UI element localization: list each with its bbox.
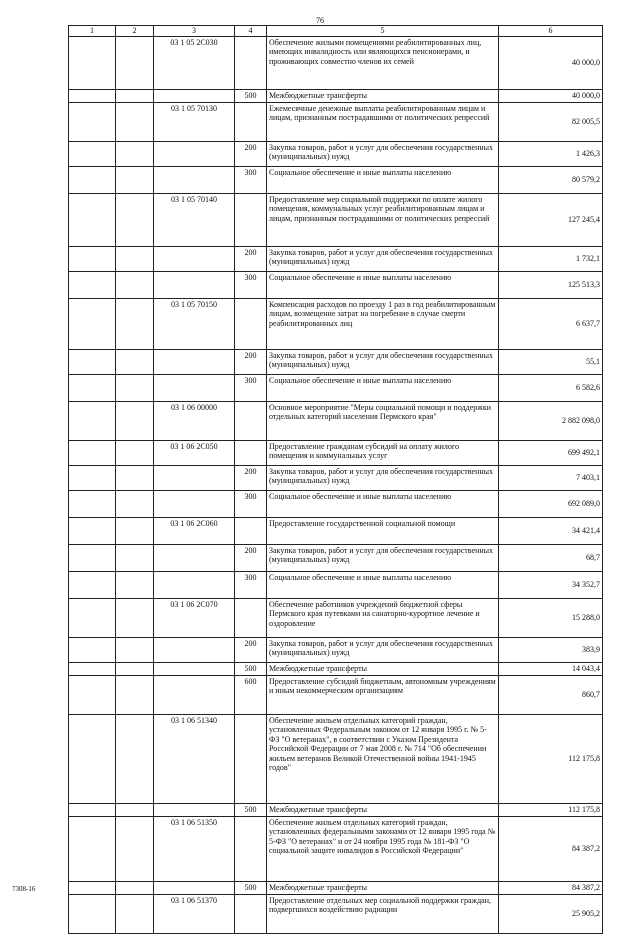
cell-amount: 84 387,2 [499, 881, 603, 894]
cell-code [154, 490, 235, 517]
cell-col2 [116, 89, 154, 102]
cell-amount: 383,9 [499, 637, 603, 662]
cell-amount: 84 387,2 [499, 816, 603, 881]
table-row [69, 816, 603, 881]
cell-col1 [69, 102, 116, 141]
cell-col1 [69, 141, 116, 166]
table-row [69, 465, 603, 490]
cell-code: 03 1 06 00000 [154, 401, 235, 440]
cell-col1 [69, 440, 116, 465]
footer-code: 7308-16 [12, 885, 36, 893]
table-row [69, 881, 603, 894]
table-row [69, 894, 603, 933]
cell-code [154, 662, 235, 675]
table-row [69, 271, 603, 298]
cell-description: Межбюджетные трансферты [267, 662, 499, 675]
table-row [69, 102, 603, 141]
header-row [69, 26, 603, 37]
table-row [69, 349, 603, 374]
cell-amount: 82 005,5 [499, 102, 603, 141]
cell-col2 [116, 166, 154, 193]
cell-code [154, 465, 235, 490]
cell-amount: 40 000,0 [499, 36, 603, 89]
cell-col2 [116, 374, 154, 401]
cell-code: 03 1 05 70130 [154, 102, 235, 141]
cell-expense-type [235, 598, 267, 637]
cell-description: Предоставление отдельных мер социальной поддержки граждан, подвергшихся воздействию радиации [267, 894, 499, 933]
cell-code [154, 571, 235, 598]
cell-code: 03 1 05 2С030 [154, 36, 235, 89]
cell-code [154, 349, 235, 374]
cell-code: 03 1 05 70150 [154, 298, 235, 349]
cell-col1 [69, 193, 116, 246]
cell-amount: 692 089,0 [499, 490, 603, 517]
cell-description: Социальное обеспечение и иные выплаты населению [267, 571, 499, 598]
cell-description: Обеспечение жильем отдельных категорий граждан, установленных Федеральным законом от 12 января 1995 г. № 5-ФЗ "О ветеранах", в соответствии с Указом Президента Российской Федерации от 7 мая 2008 г. № 714 "Об обеспечении жильем ветеранов Великой Отечественной войны 1941-1945 годов" [267, 714, 499, 803]
cell-col2 [116, 544, 154, 571]
cell-description: Межбюджетные трансферты [267, 881, 499, 894]
cell-expense-type: 200 [235, 141, 267, 166]
cell-description: Предоставление субсидий бюджетным, автономным учреждениям и иным некоммерческим организациям [267, 675, 499, 714]
page-number: 76 [316, 16, 324, 25]
cell-amount: 112 175,8 [499, 714, 603, 803]
cell-col1 [69, 894, 116, 933]
cell-amount: 127 245,4 [499, 193, 603, 246]
cell-col1 [69, 662, 116, 675]
cell-col1 [69, 816, 116, 881]
cell-code [154, 675, 235, 714]
cell-description: Закупка товаров, работ и услуг для обеспечения государственных (муниципальных) нужд [267, 349, 499, 374]
table-row [69, 401, 603, 440]
cell-col2 [116, 401, 154, 440]
cell-col1 [69, 166, 116, 193]
cell-description: Закупка товаров, работ и услуг для обеспечения государственных (муниципальных) нужд [267, 637, 499, 662]
cell-col1 [69, 271, 116, 298]
cell-amount: 55,1 [499, 349, 603, 374]
cell-col2 [116, 440, 154, 465]
cell-expense-type [235, 193, 267, 246]
cell-description: Предоставление гражданам субсидий на оплату жилого помещения и коммунальных услуг [267, 440, 499, 465]
cell-col1 [69, 89, 116, 102]
cell-description: Социальное обеспечение и иные выплаты населению [267, 490, 499, 517]
cell-amount: 25 905,2 [499, 894, 603, 933]
cell-expense-type: 300 [235, 166, 267, 193]
table-row [69, 675, 603, 714]
cell-expense-type: 200 [235, 246, 267, 271]
cell-col2 [116, 894, 154, 933]
col-header-3: 3 [154, 26, 235, 37]
cell-code [154, 271, 235, 298]
cell-expense-type [235, 517, 267, 544]
cell-amount: 80 579,2 [499, 166, 603, 193]
cell-expense-type: 500 [235, 89, 267, 102]
cell-expense-type: 300 [235, 490, 267, 517]
cell-description: Социальное обеспечение и иные выплаты населению [267, 374, 499, 401]
cell-amount: 15 288,0 [499, 598, 603, 637]
cell-col1 [69, 465, 116, 490]
table-row [69, 662, 603, 675]
cell-amount: 68,7 [499, 544, 603, 571]
cell-description: Закупка товаров, работ и услуг для обеспечения государственных (муниципальных) нужд [267, 544, 499, 571]
cell-description: Основное мероприятие "Меры социальной помощи и поддержки отдельных категорий населения Пермского края" [267, 401, 499, 440]
cell-description: Предоставление мер социальной поддержки по оплате жилого помещения, коммунальных услуг реабилитированным лицам и лицам, признанным пострадавшими от политических репрессий [267, 193, 499, 246]
cell-col1 [69, 298, 116, 349]
table-row [69, 544, 603, 571]
cell-amount: 2 882 098,0 [499, 401, 603, 440]
cell-description: Предоставление государственной социальной помощи [267, 517, 499, 544]
cell-expense-type: 200 [235, 349, 267, 374]
cell-code [154, 246, 235, 271]
cell-amount: 112 175,8 [499, 803, 603, 816]
cell-description: Ежемесячные денежные выплаты реабилитированным лицам и лицам, признанным пострадавшими от политических репрессий [267, 102, 499, 141]
cell-code: 03 1 05 70140 [154, 193, 235, 246]
cell-amount: 7 403,1 [499, 465, 603, 490]
table-row [69, 803, 603, 816]
cell-description: Закупка товаров, работ и услуг для обеспечения государственных (муниципальных) нужд [267, 141, 499, 166]
cell-code: 03 1 06 2С060 [154, 517, 235, 544]
cell-amount: 14 043,4 [499, 662, 603, 675]
col-header-4: 4 [235, 26, 267, 37]
cell-expense-type: 600 [235, 675, 267, 714]
cell-expense-type [235, 401, 267, 440]
cell-code [154, 881, 235, 894]
cell-code: 03 1 06 51350 [154, 816, 235, 881]
col-header-6: 6 [499, 26, 603, 37]
cell-description: Межбюджетные трансферты [267, 89, 499, 102]
cell-description: Обеспечение жильем отдельных категорий граждан, установленных федеральными законами от 12 января 1995 года № 5-ФЗ "О ветеранах" и от 24 ноября 1995 года № 181-ФЗ "О социальной защите инвалидов в Российской Федерации" [267, 816, 499, 881]
cell-col2 [116, 298, 154, 349]
cell-expense-type: 200 [235, 465, 267, 490]
cell-expense-type: 500 [235, 662, 267, 675]
cell-expense-type [235, 36, 267, 89]
cell-col2 [116, 662, 154, 675]
cell-code [154, 166, 235, 193]
cell-description: Социальное обеспечение и иные выплаты населению [267, 166, 499, 193]
table-row [69, 298, 603, 349]
cell-col2 [116, 271, 154, 298]
cell-amount: 860,7 [499, 675, 603, 714]
table-row [69, 714, 603, 803]
cell-amount: 125 513,3 [499, 271, 603, 298]
cell-col1 [69, 544, 116, 571]
table-row [69, 440, 603, 465]
cell-col2 [116, 803, 154, 816]
cell-col1 [69, 401, 116, 440]
cell-code [154, 637, 235, 662]
table-row [69, 166, 603, 193]
cell-description: Закупка товаров, работ и услуг для обеспечения государственных (муниципальных) нужд [267, 246, 499, 271]
table-row [69, 193, 603, 246]
col-header-5: 5 [267, 26, 499, 37]
cell-code [154, 544, 235, 571]
cell-col2 [116, 816, 154, 881]
cell-col2 [116, 349, 154, 374]
table-row [69, 374, 603, 401]
cell-col2 [116, 490, 154, 517]
cell-amount: 699 492,1 [499, 440, 603, 465]
cell-col2 [116, 598, 154, 637]
table-row [69, 637, 603, 662]
cell-col1 [69, 246, 116, 271]
cell-col2 [116, 881, 154, 894]
table-row [69, 246, 603, 271]
cell-col1 [69, 571, 116, 598]
cell-expense-type [235, 298, 267, 349]
cell-col1 [69, 349, 116, 374]
cell-expense-type [235, 816, 267, 881]
cell-col2 [116, 675, 154, 714]
cell-amount: 1 732,1 [499, 246, 603, 271]
cell-col1 [69, 36, 116, 89]
cell-amount: 34 352,7 [499, 571, 603, 598]
cell-col2 [116, 517, 154, 544]
cell-expense-type: 500 [235, 881, 267, 894]
cell-amount: 6 582,6 [499, 374, 603, 401]
cell-amount: 34 421,4 [499, 517, 603, 544]
cell-code [154, 141, 235, 166]
cell-code [154, 89, 235, 102]
cell-col2 [116, 141, 154, 166]
col-header-2: 2 [116, 26, 154, 37]
budget-table [68, 25, 603, 934]
cell-description: Социальное обеспечение и иные выплаты населению [267, 271, 499, 298]
cell-description: Межбюджетные трансферты [267, 803, 499, 816]
cell-expense-type [235, 102, 267, 141]
cell-code: 03 1 06 2С050 [154, 440, 235, 465]
table-row [69, 517, 603, 544]
cell-col1 [69, 598, 116, 637]
cell-col2 [116, 36, 154, 89]
cell-col2 [116, 465, 154, 490]
table-row [69, 598, 603, 637]
table-row [69, 89, 603, 102]
cell-code: 03 1 06 2С070 [154, 598, 235, 637]
cell-col2 [116, 637, 154, 662]
cell-col2 [116, 246, 154, 271]
table-row [69, 571, 603, 598]
cell-amount: 40 000,0 [499, 89, 603, 102]
table-row [69, 141, 603, 166]
cell-col2 [116, 571, 154, 598]
cell-col1 [69, 374, 116, 401]
cell-amount: 6 637,7 [499, 298, 603, 349]
cell-code: 03 1 06 51340 [154, 714, 235, 803]
cell-col1 [69, 675, 116, 714]
cell-col1 [69, 803, 116, 816]
cell-code [154, 374, 235, 401]
cell-col1 [69, 517, 116, 544]
cell-code [154, 803, 235, 816]
cell-col1 [69, 881, 116, 894]
cell-code: 03 1 06 51370 [154, 894, 235, 933]
cell-expense-type: 300 [235, 271, 267, 298]
table-row [69, 36, 603, 89]
cell-expense-type [235, 440, 267, 465]
cell-expense-type: 300 [235, 571, 267, 598]
table-body [69, 36, 603, 933]
cell-description: Закупка товаров, работ и услуг для обеспечения государственных (муниципальных) нужд [267, 465, 499, 490]
cell-col1 [69, 714, 116, 803]
cell-col1 [69, 490, 116, 517]
col-header-1: 1 [69, 26, 116, 37]
table-row [69, 490, 603, 517]
cell-col1 [69, 637, 116, 662]
cell-col2 [116, 193, 154, 246]
cell-expense-type [235, 714, 267, 803]
cell-expense-type: 200 [235, 637, 267, 662]
cell-amount: 1 426,3 [499, 141, 603, 166]
cell-expense-type: 200 [235, 544, 267, 571]
cell-description: Обеспечение жилыми помещениями реабилитированных лиц, имеющих инвалидность или являющихся пенсионерами, и проживающих совместно членов их семей [267, 36, 499, 89]
cell-description: Обеспечение работников учреждений бюджетной сферы Пермского края путевками на санаторно-курортное лечение и оздоровление [267, 598, 499, 637]
cell-col2 [116, 102, 154, 141]
cell-expense-type: 300 [235, 374, 267, 401]
cell-expense-type: 500 [235, 803, 267, 816]
cell-expense-type [235, 894, 267, 933]
cell-description: Компенсация расходов по проезду 1 раз в год реабилитированным лицам, возмещение затрат на погребение в случае смерти реабилитированных лиц [267, 298, 499, 349]
cell-col2 [116, 714, 154, 803]
